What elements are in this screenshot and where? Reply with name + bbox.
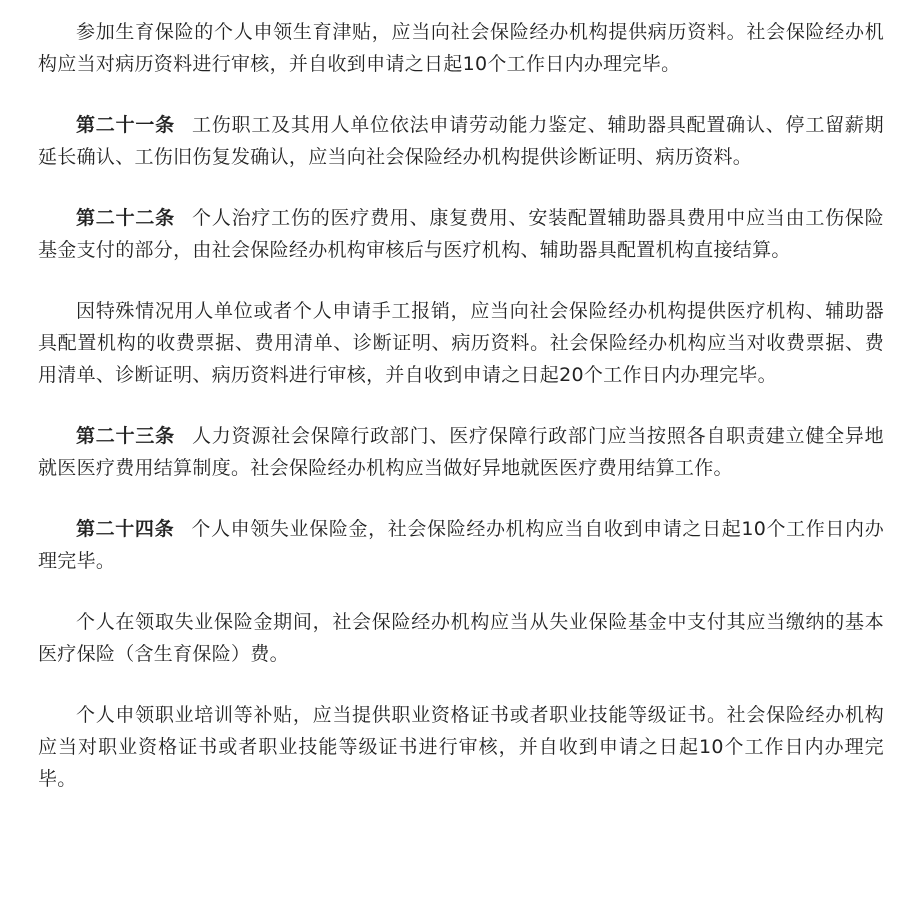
document-body: [38, 16, 884, 795]
article-22: [38, 202, 884, 266]
article-21: [38, 109, 884, 173]
paragraph-training-subsidy: [38, 699, 884, 795]
paragraph-text: 人力资源社会保障行政部门、医疗保障行政部门应当按照各自职责建立健全异地就医医疗费用结算制度。社会保险经办机构应当做好异地就医医疗费用结算工作。: [38, 425, 884, 479]
paragraph-text: 因特殊情况用人单位或者个人申请手工报销，应当向社会保险经办机构提供医疗机构、辅助器具配置机构的收费票据、费用清单、诊断证明、病历资料。社会保险经办机构应当对收费票据、费用清单、诊断证明、病历资料进行审核，并自收到申请之日起20个工作日内办理完毕。: [38, 300, 884, 386]
paragraph-manual-reimbursement: [38, 295, 884, 391]
paragraph-text: 个人在领取失业保险金期间，社会保险经办机构应当从失业保险基金中支付其应当缴纳的基本医疗保险（含生育保险）费。: [38, 611, 884, 665]
article-number: 第二十三条: [76, 425, 175, 447]
paragraph-text: 个人治疗工伤的医疗费用、康复费用、安装配置辅助器具费用中应当由工伤保险基金支付的部分，由社会保险经办机构审核后与医疗机构、辅助器具配置机构直接结算。: [38, 207, 884, 261]
paragraph-unemployment-medical: [38, 606, 884, 670]
paragraph-text: 工伤职工及其用人单位依法申请劳动能力鉴定、辅助器具配置确认、停工留薪期延长确认、工伤旧伤复发确认，应当向社会保险经办机构提供诊断证明、病历资料。: [38, 114, 884, 168]
article-number: 第二十一条: [76, 114, 175, 136]
paragraph-text: 参加生育保险的个人申领生育津贴，应当向社会保险经办机构提供病历资料。社会保险经办机构应当对病历资料进行审核，并自收到申请之日起10个工作日内办理完毕。: [38, 21, 884, 75]
paragraph-birth-allowance: [38, 16, 884, 80]
article-23: [38, 420, 884, 484]
article-number: 第二十二条: [76, 207, 175, 229]
paragraph-text: 个人申领失业保险金，社会保险经办机构应当自收到申请之日起10个工作日内办理完毕。: [38, 518, 884, 572]
article-number: 第二十四条: [76, 518, 175, 540]
paragraph-text: 个人申领职业培训等补贴，应当提供职业资格证书或者职业技能等级证书。社会保险经办机构应当对职业资格证书或者职业技能等级证书进行审核，并自收到申请之日起10个工作日内办理完毕。: [38, 704, 884, 790]
article-24: [38, 513, 884, 577]
